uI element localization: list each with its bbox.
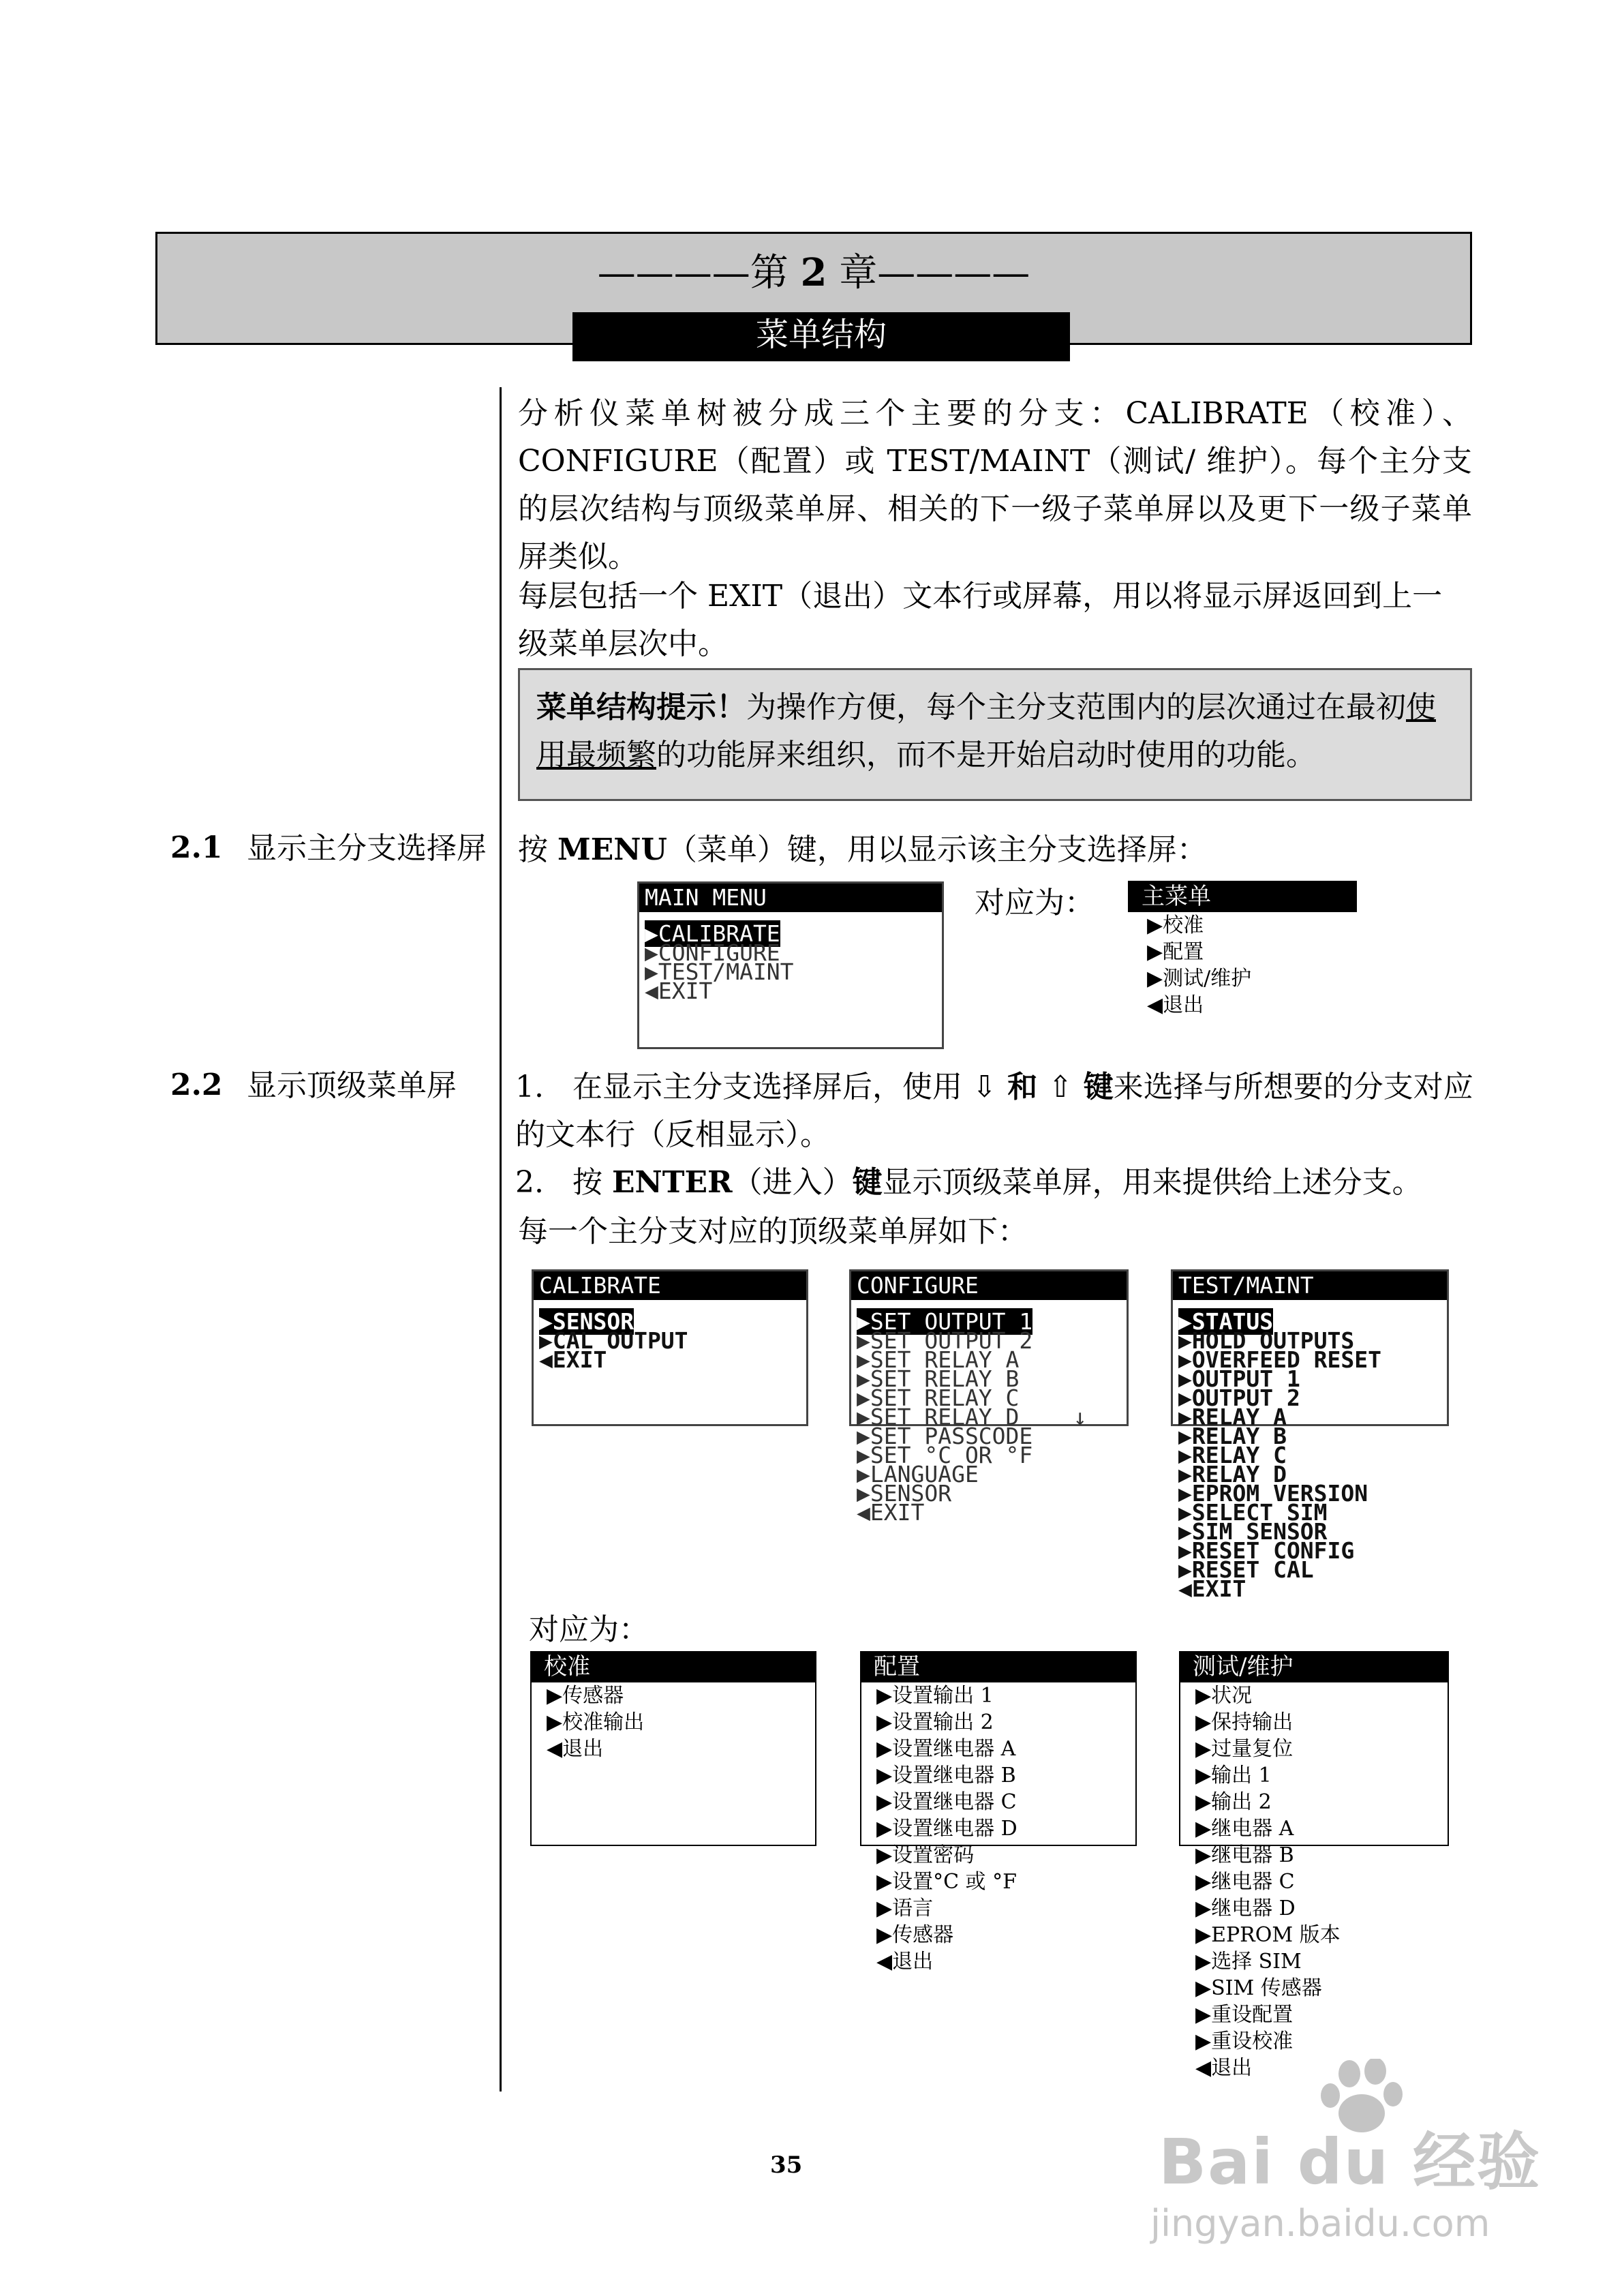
lcd-selected-line: ▶STATUS <box>1178 1308 1274 1335</box>
menu-item: ▶配置 <box>1147 940 1204 964</box>
lcd-configure <box>849 1269 1129 1526</box>
cn-calibrate-menu <box>530 1651 816 1762</box>
page-number: 35 <box>770 2151 803 2179</box>
menu-item: ▶选择 SIM <box>1195 1950 1302 1974</box>
menu-item: ▶EPROM 版本 <box>1195 1923 1341 1947</box>
cn-main-menu <box>1128 881 1357 1018</box>
menu-item: ▶重设校准 <box>1195 2029 1294 2053</box>
watermark-brand: Bai du 经验 <box>1159 2126 1542 2199</box>
menu-item: ▶设置继电器 B <box>876 1764 1016 1787</box>
menu-item: ▶校准 <box>1147 913 1204 937</box>
menu-item: ▶传感器 <box>876 1923 954 1947</box>
menu-item: ▶设置继电器 D <box>876 1817 1017 1841</box>
menu-item: ▶过量复位 <box>1195 1737 1294 1761</box>
menu-item: ▶设置继电器 C <box>876 1790 1017 1814</box>
menu-item: ◀退出 <box>1195 2056 1253 2080</box>
lcd-menu-lines: ▶HOLD OUTPUTS ▶OVERFEED RESET ▶OUTPUT 1 ▶OUTPUT 2 ▶RELAY A ▶RELAY B ▶RELAY C ▶RELAY D ▶EPROM VERSION ▶SELECT SIM ▶SIM SENSOR ▶RESET CONFIG ▶RESET CAL ◀EXIT <box>1178 1327 1382 1602</box>
lcd-header: MAIN MENU <box>639 883 942 912</box>
corresponds-label-2: 对应为： <box>529 1612 649 1647</box>
lcd-menu-lines: ▶SET OUTPUT 2 ▶SET RELAY A ▶SET RELAY B ▶SET RELAY C ▶SET RELAY D ↓ ▶SET PASSCODE ▶SET °C OR °F ▶LANGUAGE ▶SENSOR ◀EXIT <box>857 1327 1087 1526</box>
down-arrow-icon: ⇩ <box>972 1070 997 1104</box>
cn-configure-menu <box>860 1651 1137 1975</box>
lcd-test-maint <box>1171 1269 1449 1602</box>
menu-item: ▶设置输出 1 <box>876 1684 994 1708</box>
menu-item: ▶语言 <box>876 1897 934 1920</box>
menu-item: ▶状况 <box>1195 1684 1253 1708</box>
lcd-main-menu <box>637 881 944 1049</box>
each-branch-line: 每一个主分支对应的顶级菜单屏如下： <box>518 1214 1028 1249</box>
up-arrow-icon: ⇧ <box>1047 1070 1073 1104</box>
menu-item: ◀退出 <box>876 1950 934 1974</box>
lcd-calibrate <box>532 1269 808 1426</box>
cn-menu-header: 主菜单 <box>1128 881 1357 912</box>
section-number-2-2: 2.2 <box>170 1068 223 1102</box>
lcd-header: TEST/MAINT <box>1173 1271 1447 1300</box>
section-number-2-1: 2.1 <box>170 830 223 865</box>
cn-menu-header: 校准 <box>530 1651 816 1682</box>
lcd-menu-lines: ▶CAL OUTPUT ◀EXIT <box>539 1327 688 1373</box>
chapter-title: ————第 2 章———— <box>597 250 1030 295</box>
cn-test-menu <box>1179 1651 1449 2081</box>
intro-paragraph: 分析仪菜单树被分成三个主要的分支：CALIBRATE（校准）、CONFIGURE（配置）或 TEST/MAINT（测试/ 维护）。每个主分支的层次结构与顶级菜单屏、相关的下一级子菜单屏以及更下一级子菜单屏类似。 <box>518 396 1472 574</box>
corresponds-label: 对应为： <box>975 886 1095 920</box>
column-divider <box>500 387 502 2091</box>
menu-item: ▶继电器 D <box>1195 1897 1296 1920</box>
menu-item: ◀退出 <box>1147 993 1204 1017</box>
menu-item: ▶输出 2 <box>1195 1790 1272 1814</box>
lcd-header: CALIBRATE <box>534 1271 806 1300</box>
menu-item: ▶输出 1 <box>1195 1764 1272 1787</box>
tip-box <box>518 668 1472 801</box>
cn-menu-header: 测试/维护 <box>1179 1651 1449 1682</box>
cn-menu-header: 配置 <box>860 1651 1137 1682</box>
menu-item: ▶继电器 C <box>1195 1870 1295 1894</box>
step-1: 1. 在显示主分支选择屏后，使用 ⇩ 和 ⇧ 键来选择与所想要的分支对应的文本行（反相显示）。 <box>515 1070 1473 1152</box>
menu-item: ▶传感器 <box>547 1684 624 1708</box>
watermark-url: jingyan.baidu.com <box>1150 2202 1490 2245</box>
menu-item: ◀退出 <box>547 1737 604 1761</box>
tip-text-end: 的功能屏来组织，而不是开始启动时使用的功能。 <box>656 738 1316 772</box>
tip-text: 为操作方便，每个主分支范围内的层次通过在最初 <box>746 690 1406 725</box>
menu-item: ▶继电器 B <box>1195 1843 1294 1867</box>
exit-paragraph: 每层包括一个 EXIT（退出）文本行或屏幕，用以将显示屏返回到上一级菜单层次中。 <box>518 579 1443 661</box>
menu-item: ▶继电器 A <box>1195 1817 1294 1841</box>
menu-item: ▶设置输出 2 <box>876 1710 994 1734</box>
tip-underlined: 使用最频繁 <box>536 690 1436 772</box>
menu-item: ▶重设配置 <box>1195 2003 1294 2027</box>
lcd-selected-line: ▶SENSOR <box>539 1308 634 1335</box>
section-title-2-2: 显示顶级菜单屏 <box>247 1068 457 1103</box>
menu-item: ▶设置°C 或 °F <box>876 1870 1017 1894</box>
cn-menu-list <box>1128 912 1357 1018</box>
menu-item: ▶设置密码 <box>876 1843 975 1867</box>
menu-item: ▶SIM 传感器 <box>1195 1976 1322 2000</box>
chapter-subtitle: 菜单结构 <box>755 316 887 354</box>
lcd-menu-lines: ▶CONFIGURE ▶TEST/MAINT ◀EXIT <box>645 939 794 1004</box>
lcd-selected-line: ▶SET OUTPUT 1 <box>857 1308 1033 1335</box>
lcd-selected-line: ▶CALIBRATE <box>645 920 780 947</box>
menu-item: ▶保持输出 <box>1195 1710 1294 1734</box>
baidu-watermark <box>1145 2059 1542 2263</box>
step-2: 2. 按 ENTER（进入）键显示顶级菜单屏，用来提供给上述分支。 <box>515 1165 1422 1200</box>
section-2-1-text: 按 MENU（菜单）键，用以显示该主分支选择屏： <box>518 832 1207 867</box>
section-title-2-1: 显示主分支选择屏 <box>247 831 487 866</box>
menu-item: ▶校准输出 <box>547 1710 645 1734</box>
menu-item: ▶测试/维护 <box>1147 967 1252 991</box>
lcd-header: CONFIGURE <box>851 1271 1127 1300</box>
tip-label: 菜单结构提示！ <box>536 690 746 725</box>
menu-item: ▶设置继电器 A <box>876 1737 1016 1761</box>
